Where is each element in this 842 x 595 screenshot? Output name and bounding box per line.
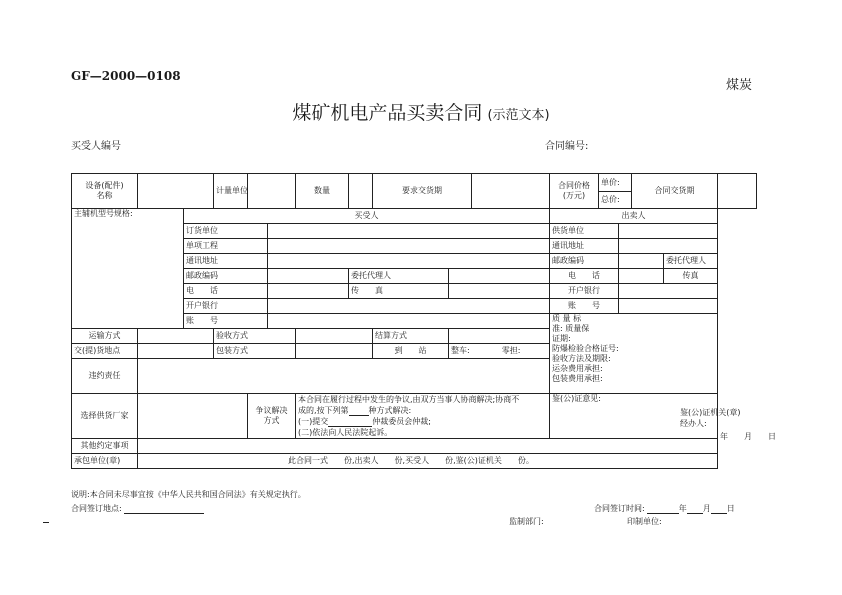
delivery-req-header: 要求交货期 bbox=[373, 174, 472, 209]
address-label: 通讯地址 bbox=[184, 254, 268, 269]
seller-address-label: 通讯地址 bbox=[550, 239, 619, 254]
seller-phone-label: 电 话 bbox=[550, 269, 619, 284]
seller-address-value bbox=[619, 239, 718, 254]
bank-label: 开户银行 bbox=[184, 299, 268, 314]
unit-header: 计量单位 bbox=[214, 174, 248, 209]
postcode-value bbox=[268, 269, 349, 284]
fax-label: 传 真 bbox=[349, 284, 449, 299]
choose-supplier-value bbox=[138, 394, 248, 439]
printer-label: 印制单位: bbox=[627, 517, 662, 526]
settlement-value bbox=[449, 329, 550, 344]
pack-cost-label: 包装费用承担: bbox=[552, 374, 603, 383]
seller-account-label: 账 号 bbox=[550, 299, 619, 314]
choose-supplier-label: 选择供货厂家 bbox=[72, 394, 138, 439]
equipment-name-header: 设备(配件) 名称 bbox=[72, 174, 138, 209]
order-unit-value bbox=[268, 224, 550, 239]
dispute-line-1: 本合同在履行过程中发生的争议,由双方当事人协商解决;协商不 bbox=[298, 395, 520, 404]
quality-standard: 质 量 标 准: 质量保 证期: bbox=[552, 314, 590, 343]
agent-label: 委托代理人 bbox=[349, 269, 449, 284]
accept-method-label: 验收方法及期限: bbox=[552, 354, 611, 363]
seller-postcode-value bbox=[619, 254, 664, 269]
other-label: 其他约定事项 bbox=[72, 439, 138, 454]
contract-no-label: 合同编号: bbox=[545, 141, 589, 152]
supply-unit-label: 供货单位 bbox=[550, 224, 619, 239]
zero-label: 零担: bbox=[501, 346, 521, 355]
margin-mark bbox=[43, 522, 49, 523]
seller-bank-label: 开户银行 bbox=[550, 284, 619, 299]
supply-unit-value bbox=[619, 224, 718, 239]
phone-value bbox=[268, 284, 349, 299]
delivery-place-label: 交(提)货地点 bbox=[72, 344, 138, 359]
supervisor-label: 监制部门: bbox=[509, 517, 544, 526]
contract-table bbox=[71, 173, 776, 469]
packaging-value bbox=[296, 344, 373, 359]
buyer-header: 买受人 bbox=[184, 209, 550, 224]
document-title bbox=[0, 98, 842, 125]
project-value bbox=[268, 239, 550, 254]
notary-label: 鉴(公)证意见: bbox=[552, 394, 601, 403]
acceptance-value bbox=[296, 329, 373, 344]
project-label: 单项工程 bbox=[184, 239, 268, 254]
contract-delivery-value bbox=[718, 174, 757, 209]
transport-label: 运输方式 bbox=[72, 329, 138, 344]
contract-delivery-header: 合同交货期 bbox=[632, 174, 718, 209]
doc-code: GF—2000—0108 bbox=[71, 69, 181, 83]
price-values bbox=[599, 174, 632, 209]
order-unit-label: 订货单位 bbox=[184, 224, 268, 239]
notary-org: 鉴(公)证机关(章) bbox=[680, 408, 741, 417]
seller-account-value bbox=[619, 299, 718, 314]
seller-phone-value bbox=[619, 269, 664, 284]
buyer-no-label: 买受人编号 bbox=[71, 141, 121, 152]
agent-value bbox=[449, 269, 550, 284]
breach-label: 违约责任 bbox=[72, 359, 138, 394]
postcode-label: 邮政编码 bbox=[184, 269, 268, 284]
bank-value bbox=[268, 299, 550, 314]
copies-text: 此合同一式 份,出卖人 份,买受人 份,鉴(公)证机关 份。 bbox=[138, 454, 718, 469]
account-label: 账 号 bbox=[184, 314, 268, 329]
title-sub: (示范文本) bbox=[487, 108, 550, 123]
seller-header: 出卖人 bbox=[550, 209, 718, 224]
notary-date: 年 月 日 bbox=[720, 432, 776, 441]
unit-empty bbox=[138, 174, 214, 209]
fax-value bbox=[449, 284, 550, 299]
dispute-line-4: (二)依法向人民法院起诉。 bbox=[298, 428, 393, 437]
dispute-text bbox=[296, 394, 550, 439]
phone-label: 电 话 bbox=[184, 284, 268, 299]
sign-place: 合同签订地点: bbox=[71, 503, 204, 514]
dispute-label: 争议解决 方式 bbox=[248, 394, 296, 439]
unit-value bbox=[248, 174, 296, 209]
notary-box bbox=[550, 394, 776, 441]
delivery-req-value bbox=[472, 174, 550, 209]
station-label: 到 站 bbox=[373, 344, 449, 359]
contractor-label: 承包单位(章) bbox=[72, 454, 138, 469]
other-value bbox=[138, 439, 718, 454]
note-text: 说明:本合同未尽事宜按《中华人民共和国合同法》有关规定执行。 bbox=[71, 490, 306, 499]
seller-bank-value bbox=[619, 284, 718, 299]
quality-terms bbox=[550, 314, 718, 394]
category-label: 煤炭 bbox=[726, 78, 753, 93]
total-price-label: 总价: bbox=[601, 194, 620, 204]
settlement-label: 结算方式 bbox=[373, 329, 449, 344]
quantity-value bbox=[349, 174, 373, 209]
seller-agent-label: 委托代理人 bbox=[664, 254, 718, 269]
seller-fax-label: 传真 bbox=[664, 269, 718, 284]
account-value bbox=[268, 314, 550, 329]
handler-label: 经办人: bbox=[680, 419, 707, 428]
dispute-line-2: 成的,按下列第 种方式解决: bbox=[298, 406, 412, 415]
seller-postcode-label: 邮政编码 bbox=[550, 254, 619, 269]
dispute-line-3: (一)提交 仲裁委员会仲裁; bbox=[298, 417, 431, 426]
address-value bbox=[268, 254, 550, 269]
transport-value bbox=[138, 329, 214, 344]
misc-cost-label: 运杂费用承担: bbox=[552, 364, 603, 373]
unit-price-label: 单价: bbox=[599, 175, 631, 192]
packaging-label: 包装方式 bbox=[214, 344, 296, 359]
whole-car-label: 整车: bbox=[451, 346, 470, 355]
delivery-place-value bbox=[138, 344, 214, 359]
breach-value bbox=[138, 359, 550, 394]
quantity-header: 数量 bbox=[296, 174, 349, 209]
acceptance-label: 验收方式 bbox=[214, 329, 296, 344]
model-spec-label: 主辅机型号规格: bbox=[72, 209, 184, 329]
price-header: 合同价格 (万元) bbox=[550, 174, 599, 209]
title-main: 煤矿机电产品买卖合同 bbox=[292, 102, 483, 124]
station-values bbox=[449, 344, 550, 359]
sign-time: 合同签订时间: 年 月 日 bbox=[594, 504, 735, 513]
cert-label: 防爆检验合格证号: bbox=[552, 344, 619, 353]
